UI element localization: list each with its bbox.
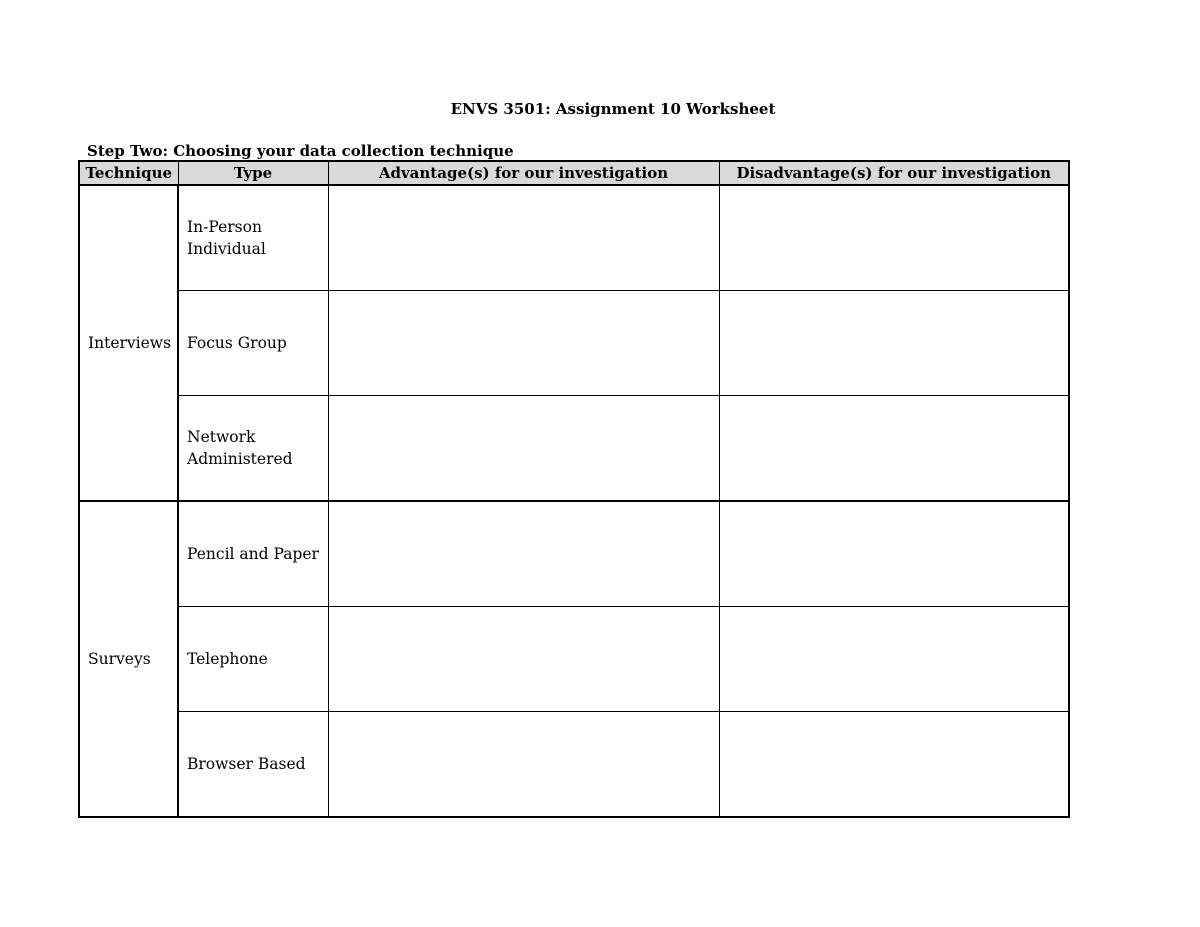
type-label: Individual [187, 240, 266, 258]
advantage-cell[interactable] [328, 712, 719, 818]
technique-surveys: Surveys [79, 501, 178, 817]
type-label: Telephone [187, 650, 268, 668]
page-title: ENVS 3501: Assignment 10 Worksheet [450, 100, 776, 118]
type-cell [178, 396, 328, 502]
advantage-cell[interactable] [328, 291, 719, 396]
section-heading: Step Two: Choosing your data collection technique [87, 142, 514, 160]
advantage-cell[interactable] [328, 396, 719, 502]
table-row [79, 396, 1069, 502]
disadvantage-cell[interactable] [719, 291, 1069, 396]
type-label: In-Person [187, 218, 262, 236]
disadvantage-cell[interactable] [719, 396, 1069, 502]
header-advantages: Advantage(s) for our investigation [328, 161, 719, 185]
disadvantage-cell[interactable] [719, 607, 1069, 712]
table-row [79, 185, 1069, 291]
technique-interviews: Interviews [79, 185, 178, 501]
type-label: Pencil and Paper [187, 545, 319, 563]
disadvantage-cell[interactable] [719, 185, 1069, 291]
disadvantage-cell[interactable] [719, 501, 1069, 607]
type-label: Focus Group [187, 334, 287, 352]
type-cell [178, 291, 328, 396]
disadvantage-cell[interactable] [719, 712, 1069, 818]
type-cell [178, 607, 328, 712]
type-cell [178, 185, 328, 291]
header-type: Type [178, 161, 328, 185]
advantage-cell[interactable] [328, 185, 719, 291]
technique-table [78, 160, 1070, 818]
type-label: Network [187, 428, 256, 446]
table-row [79, 501, 1069, 607]
type-label: Administered [187, 450, 293, 468]
table-row [79, 607, 1069, 712]
header-row [79, 161, 1069, 185]
advantage-cell[interactable] [328, 501, 719, 607]
type-cell [178, 712, 328, 818]
advantage-cell[interactable] [328, 607, 719, 712]
table-row [79, 712, 1069, 818]
type-cell [178, 501, 328, 607]
header-technique: Technique [79, 161, 178, 185]
table-row [79, 291, 1069, 396]
header-disadvantages: Disadvantage(s) for our investigation [719, 161, 1069, 185]
type-label: Browser Based [187, 755, 306, 773]
